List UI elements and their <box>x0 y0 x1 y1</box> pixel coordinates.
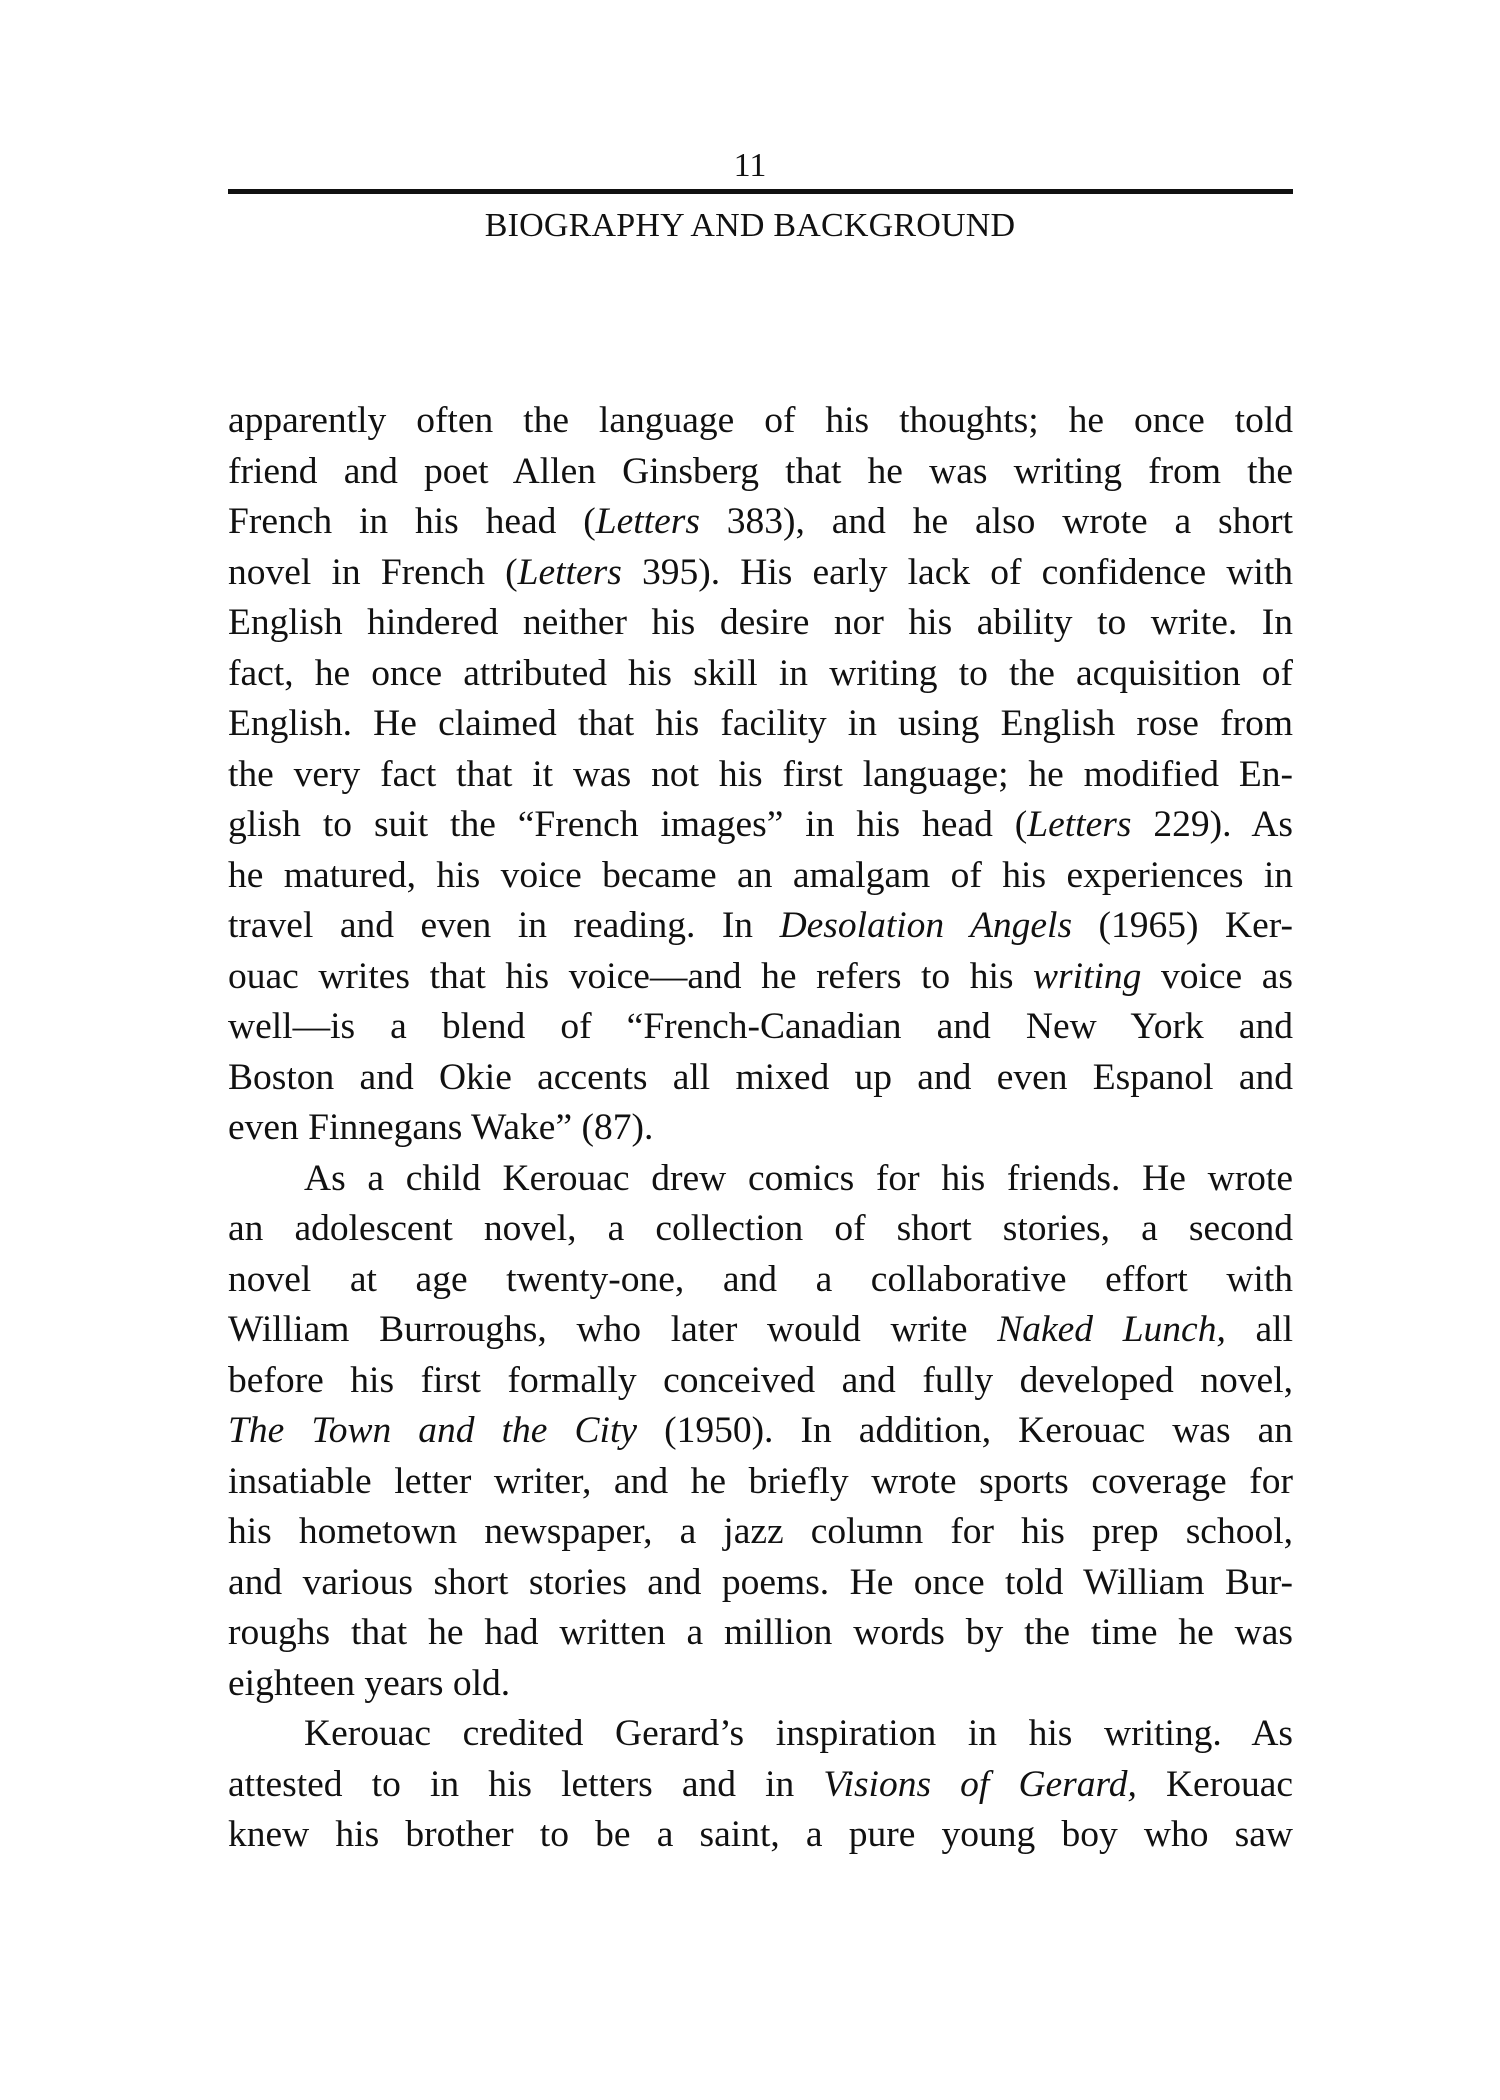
text-run: well—is a blend of “French-Canadian and New York and <box>228 1006 1293 1047</box>
text-run: roughs that he had written a million words by the time he was <box>228 1612 1293 1653</box>
text-line <box>228 699 1293 750</box>
text-line <box>228 1659 1293 1710</box>
text-run: 383), and he also wrote a short <box>699 501 1293 542</box>
text-line <box>228 1760 1293 1811</box>
italic-title: Visions of Gerard, <box>823 1763 1137 1805</box>
text-run: glish to suit the “French images” in his head ( <box>228 804 1028 845</box>
text-line <box>228 548 1293 599</box>
text-run: (1950). In addition, Kerouac was an <box>637 1410 1293 1451</box>
text-run: he matured, his voice became an amalgam of his experiences in <box>228 854 1293 896</box>
italic-title: Desolation Angels <box>779 905 1073 946</box>
text-run: French in his head ( <box>228 501 596 542</box>
text-run: Boston and Okie accents all mixed up and even Espanol and <box>228 1056 1293 1098</box>
text-line <box>228 1103 1293 1154</box>
text-line <box>228 1810 1293 1861</box>
text-run: English hindered neither his desire nor his ability to write. In <box>228 602 1293 643</box>
paragraph <box>228 1709 1293 1861</box>
text-line <box>228 1053 1293 1104</box>
text-line <box>228 1457 1293 1508</box>
text-line <box>228 1406 1293 1457</box>
text-run: and various short stories and poems. He once told William Bur- <box>228 1561 1293 1603</box>
paragraph <box>228 396 1293 1154</box>
italic-title: Letters <box>517 551 622 593</box>
text-line <box>228 1507 1293 1558</box>
text-line <box>228 1558 1293 1609</box>
page-number: 11 <box>733 147 767 184</box>
text-line <box>228 851 1293 902</box>
body-text <box>228 396 1293 1861</box>
text-line <box>228 800 1293 851</box>
text-run: friend and poet Allen Ginsberg that he was writing from the <box>228 450 1293 492</box>
italic-title: Naked Lunch, <box>997 1309 1226 1350</box>
text-run: William Burroughs, who later would write <box>228 1309 998 1350</box>
text-line <box>228 1608 1293 1659</box>
text-line <box>228 1709 1293 1760</box>
text-line <box>228 598 1293 649</box>
text-run: (1965) Ker- <box>1072 905 1293 946</box>
text-run: 395). His early lack of confidence with <box>621 551 1293 593</box>
text-run: an adolescent novel, a collection of short stories, a second <box>228 1208 1293 1249</box>
italic-title: Letters <box>1027 804 1132 845</box>
text-line <box>228 447 1293 498</box>
text-line <box>228 1255 1293 1306</box>
text-run: Kerouac credited Gerard’s inspiration in his writing. As <box>304 1713 1293 1754</box>
text-run: the very fact that it was not his first language; he modified En- <box>228 753 1293 795</box>
text-run: eighteen years old. <box>228 1662 511 1704</box>
text-run: apparently often the language of his thoughts; he once told <box>228 400 1293 441</box>
text-run: novel in French ( <box>228 551 518 593</box>
text-line <box>228 1356 1293 1407</box>
italic-title: writing <box>1033 955 1142 997</box>
text-line <box>228 952 1293 1003</box>
text-run: As a child Kerouac drew comics for his friends. He wrote <box>304 1157 1293 1199</box>
text-line <box>228 497 1293 548</box>
text-run: all <box>1225 1309 1293 1350</box>
text-line <box>228 1002 1293 1053</box>
text-run: before his first formally conceived and fully developed novel, <box>228 1359 1293 1401</box>
italic-title: Letters <box>595 501 700 542</box>
text-run: 229). As <box>1131 804 1294 845</box>
text-run: attested to in his letters and in <box>228 1763 824 1805</box>
text-line <box>228 396 1293 447</box>
text-run: even Finnegans Wake” (87). <box>228 1107 654 1148</box>
text-run: novel at age twenty-one, and a collaborative effort with <box>228 1258 1293 1300</box>
header-rule <box>228 189 1293 194</box>
running-head: BIOGRAPHY AND BACKGROUND <box>484 207 1016 244</box>
text-run: knew his brother to be a saint, a pure young boy who saw <box>228 1814 1293 1855</box>
italic-title: The Town and the City <box>228 1410 638 1451</box>
text-run: English. He claimed that his facility in using English rose from <box>228 703 1293 744</box>
text-run: voice as <box>1141 955 1293 997</box>
text-run: ouac writes that his voice—and he refers to his <box>228 955 1034 997</box>
text-run: fact, he once attributed his skill in writing to the acquisition of <box>228 652 1293 694</box>
text-run: Kerouac <box>1136 1763 1293 1805</box>
text-run: insatiable letter writer, and he briefly wrote sports coverage for <box>228 1460 1293 1502</box>
text-run: travel and even in reading. In <box>228 905 780 946</box>
text-line <box>228 901 1293 952</box>
text-line <box>228 750 1293 801</box>
text-line <box>228 649 1293 700</box>
text-line <box>228 1305 1293 1356</box>
text-line <box>228 1154 1293 1205</box>
text-line <box>228 1204 1293 1255</box>
text-run: his hometown newspaper, a jazz column for his prep school, <box>228 1511 1293 1552</box>
paragraph <box>228 1154 1293 1710</box>
